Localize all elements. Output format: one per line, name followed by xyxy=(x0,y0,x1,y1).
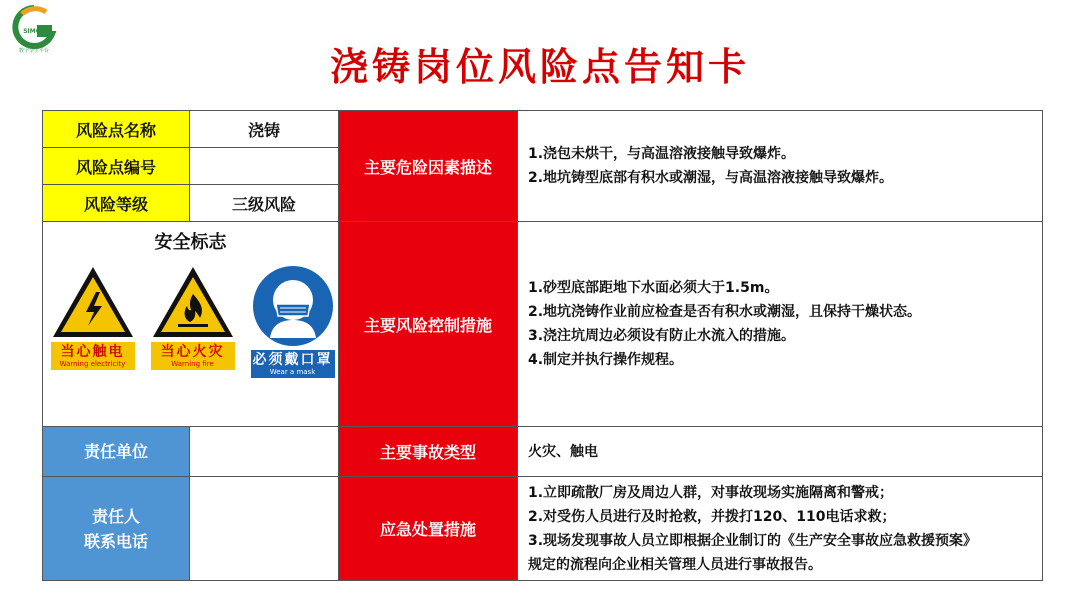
risk-level-label: 风险等级 xyxy=(43,185,190,222)
sign-fire-cn: 当心火灾 xyxy=(160,344,225,360)
logo-caption: 数字孪生平台 xyxy=(18,48,50,54)
sign-fire-en: Warning fire xyxy=(171,360,214,368)
sign-fire xyxy=(149,264,237,378)
accident-type-value: 火灾、触电 xyxy=(518,427,1043,477)
page-title: 浇铸岗位风险点告知卡 xyxy=(329,45,750,89)
control-item: 1.砂型底部距地下水面必须大于1.5m。 xyxy=(528,280,779,296)
risk-code-value xyxy=(190,148,339,185)
safety-signs-title: 安全标志 xyxy=(154,232,227,253)
risk-level-value: 三级风险 xyxy=(190,185,339,222)
fire-warning-icon xyxy=(150,264,236,340)
responsible-person-label xyxy=(43,477,190,581)
mask-mandatory-icon xyxy=(250,264,336,348)
responsible-unit-label: 责任单位 xyxy=(43,427,190,477)
hazards-label: 主要危险因素描述 xyxy=(339,111,518,222)
safety-signs-cell xyxy=(43,222,339,427)
electric-warning-icon xyxy=(50,264,136,340)
responsible-person-value xyxy=(190,477,339,581)
emergency-item: 1.立即疏散厂房及周边人群，对事故现场实施隔离和警戒； xyxy=(528,484,894,501)
risk-code-label: 风险点编号 xyxy=(43,148,190,185)
sign-mask-en: Wear a mask xyxy=(269,368,316,376)
emergency-description xyxy=(518,477,1043,581)
control-item: 2.地坑浇铸作业前应检查是否有积水或潮湿，且保持干燥状态。 xyxy=(528,304,922,320)
responsible-unit-value xyxy=(190,427,339,477)
hazard-item: 1.浇包未烘干，与高温溶液接触导致爆炸。 xyxy=(528,146,796,162)
emergency-label: 应急处置措施 xyxy=(339,477,518,581)
hazard-item: 2.地坑铸型底部有积水或潮湿，与高温溶液接触导致爆炸。 xyxy=(528,170,894,186)
sign-mask-cn: 必须戴口罩 xyxy=(252,352,333,368)
controls-description xyxy=(518,222,1043,427)
controls-label: 主要风险控制措施 xyxy=(339,222,518,427)
accident-type-label: 主要事故类型 xyxy=(339,427,518,477)
responsible-person-line1: 责任人 xyxy=(91,506,140,526)
sign-electricity-en: Warning electricity xyxy=(59,360,126,368)
control-item: 4.制定并执行操作规程。 xyxy=(528,352,684,368)
logo-text: SIMCB xyxy=(23,28,45,35)
risk-card-table xyxy=(42,110,1043,581)
emergency-item: 3.现场发现事故人员立即根据企业制订的《生产安全事故应急救援预案》 xyxy=(528,532,978,549)
responsible-person-line2: 联系电话 xyxy=(83,531,148,551)
risk-name-label: 风险点名称 xyxy=(43,111,190,148)
hazards-description xyxy=(518,111,1043,222)
sign-electricity-cn: 当心触电 xyxy=(60,344,125,360)
emergency-item: 2.对受伤人员进行及时抢救，并拨打120、110电话求救； xyxy=(528,508,896,525)
emergency-item: 规定的流程向企业相关管理人员进行事故报告。 xyxy=(528,556,822,573)
control-item: 3.浇注坑周边必须设有防止水流入的措施。 xyxy=(528,328,796,344)
sign-electricity xyxy=(49,264,137,378)
sign-mask xyxy=(249,264,337,378)
risk-name-value: 浇铸 xyxy=(190,111,339,148)
